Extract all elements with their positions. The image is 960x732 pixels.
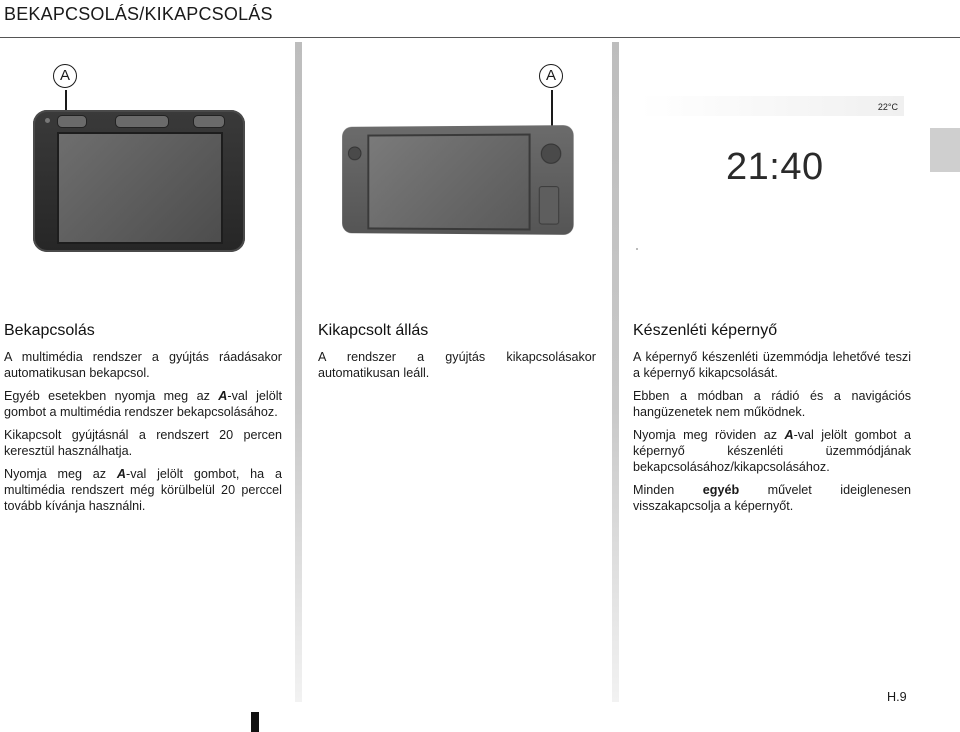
power-button (57, 115, 87, 128)
multimedia-unit-figure-2 (342, 125, 573, 235)
heading-standby: Készenléti képernyő (633, 322, 778, 339)
column-divider-1 (295, 42, 302, 702)
standby-temperature: 22°C (877, 102, 898, 112)
device1-indicator-dot (45, 118, 50, 123)
column-standby (633, 322, 911, 521)
standby-mark (636, 248, 638, 250)
standby-paragraph-4: Minden egyéb művelet ideiglenesen visszakapcsolja a képernyőt. (633, 483, 911, 513)
heading-switch-off: Kikapcsolt állás (318, 322, 429, 339)
column-switch-off (318, 322, 596, 388)
standby-paragraph-3: Nyomja meg röviden az A-val jelölt gombot a képernyő készenléti üzemmódjának bekapcsolásához/kikapcsolásához. (633, 428, 912, 474)
volume-button (115, 115, 169, 128)
device2-screen (367, 134, 530, 231)
standby-paragraph-2: Ebben a módban a rádió és a navigációs hangüzenetek nem működnek. (633, 389, 911, 419)
chapter-tab (930, 128, 960, 172)
callout-a-2: A (539, 64, 563, 88)
on-paragraph-3: Kikapcsolt gyújtásnál a rendszert 20 percen keresztül használhatja. (4, 428, 282, 458)
standby-clock: 21:40 (726, 146, 824, 188)
standby-paragraph-1: A képernyő készenléti üzemmódja lehetővé teszi a képernyő kikapcsolását. (633, 350, 911, 380)
title-rule (0, 37, 960, 38)
column-divider-2 (612, 42, 619, 702)
home-button (193, 115, 225, 128)
page-number: H.9 (887, 690, 907, 704)
device1-screen (57, 132, 223, 244)
heading-switch-on: Bekapcsolás (4, 322, 95, 339)
off-paragraph-1: A rendszer a gyújtás kikapcsolásakor automatikusan leáll. (318, 350, 596, 380)
on-paragraph-4: Nyomja meg az A-val jelölt gombot, ha a multimédia rendszert még körülbelül 20 perccel tovább kívánja használni. (4, 467, 282, 513)
device2-power-knob (541, 143, 561, 163)
standby-screen-figure (640, 92, 904, 262)
standby-status-bar (640, 96, 904, 116)
page-title: BEKAPCSOLÁS/KIKAPCSOLÁS (4, 4, 273, 24)
print-mark (251, 712, 259, 732)
on-paragraph-1: A multimédia rendszer a gyújtás ráadásakor automatikusan bekapcsol. (4, 350, 282, 380)
device2-left-knob (348, 146, 362, 160)
device2-card-slot (539, 186, 559, 225)
column-switch-on (4, 322, 282, 521)
callout-a-1: A (53, 64, 77, 88)
on-paragraph-2: Egyéb esetekben nyomja meg az A-val jelölt gombot a multimédia rendszer bekapcsolásához. (4, 389, 282, 419)
multimedia-unit-figure (33, 110, 245, 252)
